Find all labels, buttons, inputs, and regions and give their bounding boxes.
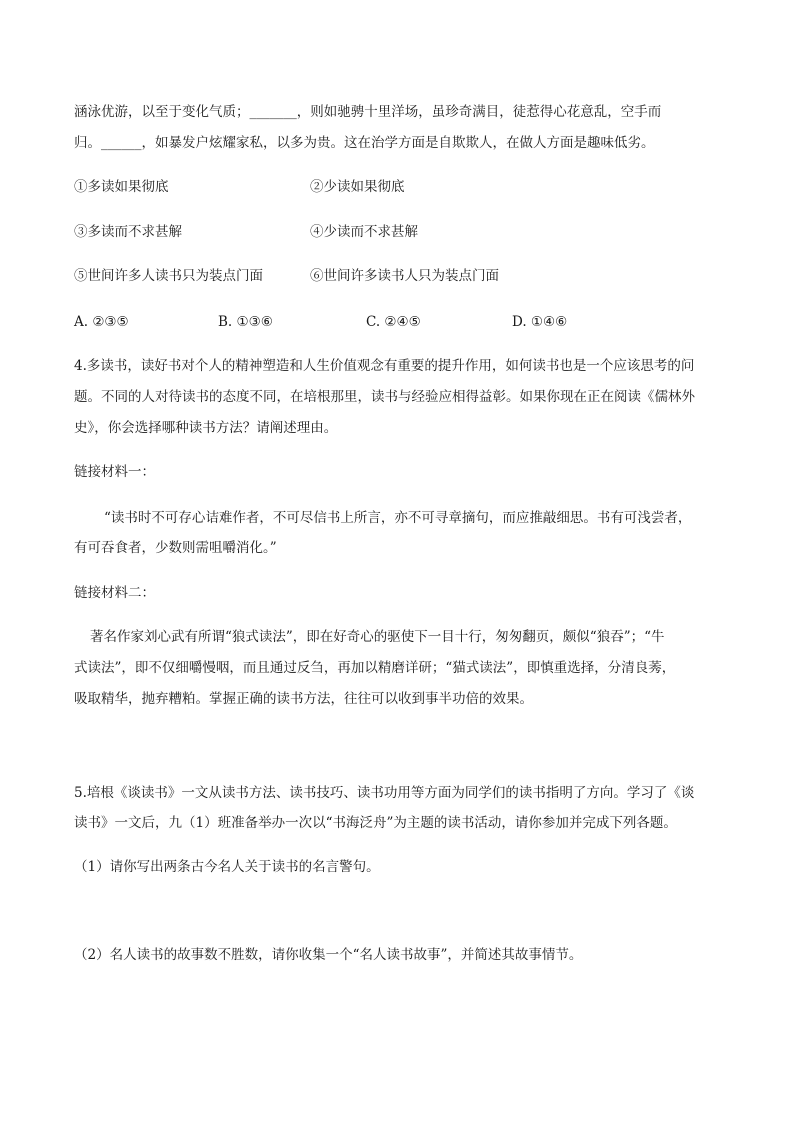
- q4-stem-line-3: 史》，你会选择哪种读书方法？请阐述理由。: [74, 420, 338, 436]
- q3-choice-a: A. ②③⑤: [74, 314, 129, 330]
- q3-option-2: ②少读如果彻底: [310, 179, 405, 195]
- q3-option-1: ①多读如果彻底: [74, 179, 169, 195]
- q5-sub-question-2: （2）名人读书的故事数不胜数，请你收集一个“名人读书故事”，并简述其故事情节。: [74, 947, 583, 963]
- q5-stem-line-2: 读书》一文后，九（1）班准备举办一次以“书海泛舟”为主题的读书活动，请你参加并完成下列各题。: [74, 815, 677, 831]
- q3-option-4: ④少读而不求甚解: [310, 224, 418, 240]
- q4-material-1-line-1: “读书时不可存心诘难作者，不可尽信书上所言，亦不可寻章摘句，而应推敲细思。书有可浅尝者，: [104, 510, 692, 526]
- q3-choice-d: D. ①④⑥: [512, 314, 568, 330]
- q5-sub-question-1: （1）请你写出两条古今名人关于读书的名言警句。: [74, 859, 380, 875]
- q5-stem-line-1: 5.培根《谈读书》一文从读书方法、读书技巧、读书功用等方面为同学们的读书指明了方向。学习了《谈: [74, 785, 695, 801]
- q3-stem-line-2: 归。______，如暴发户炫耀家私，以多为贵。这在治学方面是自欺欺人，在做人方面是趣味低劣。: [74, 135, 655, 151]
- q3-option-5: ⑤世间许多人读书只为装点门面: [74, 268, 263, 284]
- q3-choice-c: C. ②④⑤: [366, 314, 421, 330]
- q4-material-2-title: 链接材料二：: [74, 585, 155, 601]
- q4-material-2-line-2: 式读法”，即不仅细嚼慢咽，而且通过反刍，再加以精磨详研；“猫式读法”，即慎重选择，分清良莠，: [74, 660, 676, 676]
- q3-stem-line-1: 涵泳优游，以至于变化气质；_______，则如驰骋十里洋场，虽珍奇满目，徒惹得心花意乱，空手而: [74, 104, 662, 120]
- q3-option-6: ⑥世间许多读书人只为装点门面: [310, 268, 499, 284]
- q4-stem-line-1: 4.多读书，读好书对个人的精神塑造和人生价值观念有重要的提升作用，如何读书也是一个应该思考的问: [74, 358, 695, 374]
- q4-material-1-title: 链接材料一：: [74, 464, 155, 480]
- q4-material-2-line-1: 著名作家刘心武有所谓“狼式读法”，即在好奇心的驱使下一目十行，匆匆翻页，颇似“狼吞”；“牛: [90, 629, 665, 645]
- q4-material-1-line-2: 有可吞食者，少数则需咀嚼消化。”: [74, 540, 277, 556]
- q4-stem-line-2: 题。不同的人对待读书的态度不同，在培根那里，读书与经验应相得益彰。如果你现在正在阅读《儒林外: [74, 389, 695, 405]
- q3-choice-b: B. ①③⑥: [218, 314, 273, 330]
- q4-material-2-line-3: 吸取精华，抛弃糟粕。掌握正确的读书方法，往往可以收到事半功倍的效果。: [74, 691, 533, 707]
- q3-option-3: ③多读而不求甚解: [74, 224, 182, 240]
